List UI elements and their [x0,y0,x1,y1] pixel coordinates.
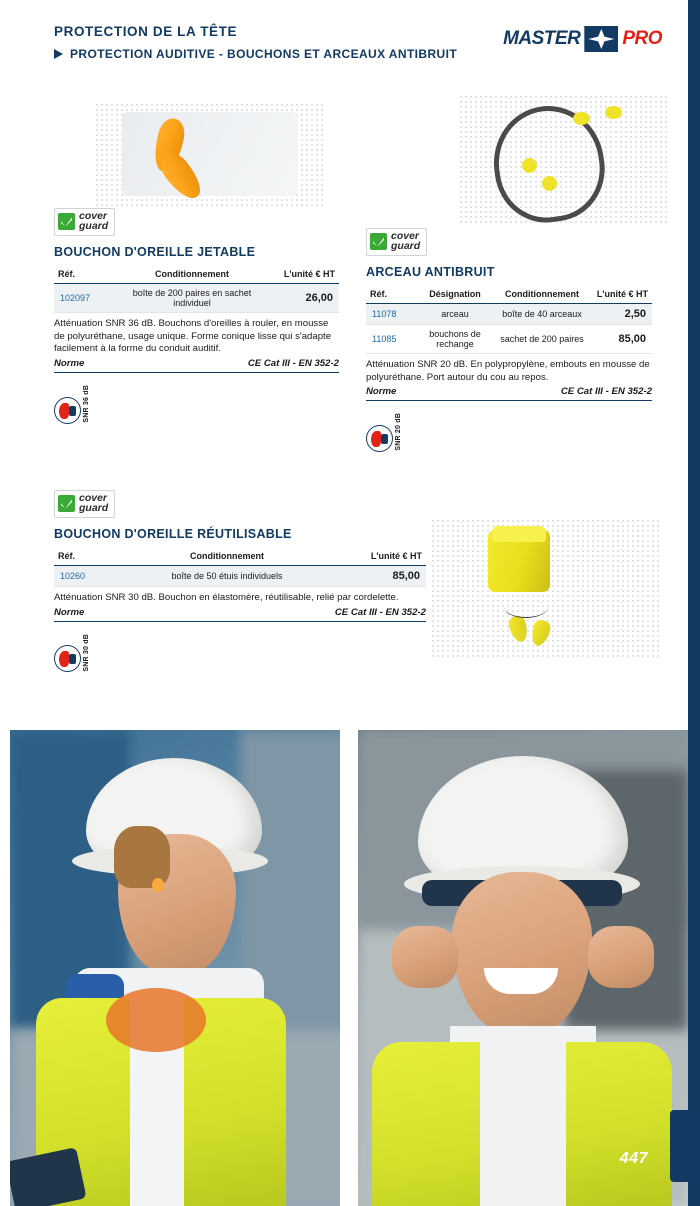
norme-value: CE Cat III - EN 352-2 [560,386,652,398]
cell-conditionnement: sachet de 200 paires [496,324,588,353]
cell-ref: 11078 [366,303,414,324]
page-number: 447 [619,1150,648,1167]
col-ref: Réf. [54,266,112,284]
star-icon [584,26,618,52]
coverguard-line2: guard [79,501,109,514]
page-edge-strip [688,0,700,1206]
pictogram-label: SNR 30 dB [83,633,90,672]
product-bouchon-jetable [54,208,339,424]
check-icon [370,233,387,250]
strap [106,988,206,1052]
col-ref: Réf. [366,286,414,304]
table-row[interactable] [54,283,339,312]
earplug-in-ear [152,878,164,892]
coverguard-text [79,212,108,232]
cell-price: 85,00 [342,565,426,586]
pictogram-group [366,413,652,452]
coverguard-logo [54,490,115,518]
norme-row [54,607,426,622]
triangle-bullet-icon [54,49,63,59]
coverguard-line2: guard [391,239,421,252]
product-title: BOUCHON D'OREILLE RÉUTILISABLE [54,526,292,541]
norme-label: Norme [54,606,85,618]
col-price: L'unité € HT [272,266,339,284]
product-arceau-antibruit [366,228,652,452]
logo-pro-text: PRO [622,28,662,49]
product-image-bouchon-jetable [96,98,326,213]
spare-plug-2 [542,176,557,191]
ear-protection-icon [54,397,81,424]
cell-conditionnement: boîte de 50 étuis individuels [112,565,342,586]
table-header-row [54,266,339,284]
ear-shape [371,431,381,447]
coverguard-logo [54,208,115,236]
vest-opening [480,1042,566,1206]
plug-shape [69,406,76,416]
product-table [54,266,339,313]
case-lid [492,526,546,542]
cell-price: 26,00 [272,283,339,312]
col-conditionnement: Conditionnement [112,266,272,284]
cell-conditionnement: boîte de 200 paires en sachet individuel [112,283,272,312]
ear-shape [59,651,69,667]
pictogram-group [54,385,339,424]
cell-ref: 102097 [54,283,112,312]
coverguard-text [79,494,108,514]
coverguard-line1: cover [79,492,108,504]
table-row[interactable] [54,565,426,586]
page-subtitle: PROTECTION AUDITIVE - BOUCHONS ET ARCEAUX ANTIBRUIT [70,47,458,61]
product-image-arceau [460,96,670,226]
plug-shape [381,434,388,444]
cell-ref: 11085 [366,324,414,353]
product-table [54,548,426,587]
product-table [366,286,652,354]
worker-face [452,872,592,1034]
col-conditionnement: Conditionnement [496,286,588,304]
table-header-row [366,286,652,304]
col-ref: Réf. [54,548,112,566]
product-description: Atténuation SNR 30 dB. Bouchon en élastomère, réutilisable, relié par cordelette. [54,591,399,603]
product-title: ARCEAU ANTIBRUIT [366,264,495,279]
table-header-row [54,548,426,566]
check-icon [58,495,75,512]
coverguard-logo [366,228,427,256]
coverguard-text [391,232,420,252]
spare-plug-1 [522,158,537,173]
col-designation: Désignation [414,286,496,304]
lifestyle-photo-left [10,730,340,1206]
logo-master-text: MASTER [503,28,581,49]
cord-shape [504,596,548,618]
product-image-reutilisable [432,520,662,660]
col-price: L'unité € HT [588,286,652,304]
coverguard-line1: cover [391,230,420,242]
ear-shape [59,403,69,419]
norme-value: CE Cat III - EN 352-2 [247,357,339,369]
norme-value: CE Cat III - EN 352-2 [334,606,426,618]
product-description: Atténuation SNR 20 dB. En polypropylène, embouts en mousse de polyuréthane. Port autour du cou au repos. [366,358,650,383]
headband-tip-left [573,112,590,125]
page-title: PROTECTION DE LA TÊTE [54,24,238,39]
lifestyle-photo-right [358,730,688,1206]
col-price: L'unité € HT [342,548,426,566]
cell-conditionnement: boîte de 40 arceaux [496,303,588,324]
pictogram-group [54,634,426,673]
headband-tip-right [605,106,622,119]
norme-row [54,358,339,373]
norme-label: Norme [54,357,85,369]
pictogram-label: SNR 20 dB [395,413,402,451]
product-title: BOUCHON D'OREILLE JETABLE [54,244,256,259]
hand-left [392,926,458,988]
product-bouchon-reutilisable [54,490,426,672]
table-row[interactable] [366,324,652,353]
ear-protection-icon [54,645,81,672]
cell-price: 2,50 [588,303,652,324]
cell-ref: 10260 [54,565,112,586]
plug-shape [69,654,76,664]
norme-label: Norme [366,386,397,398]
section-tab[interactable] [670,1110,700,1182]
product-description: Atténuation SNR 36 dB. Bouchons d'oreilles à rouler, en mousse de polyuréthane, usage unique. Forme conique lisse qui s'adapte facilement à la forme du conduit auditif. [54,317,332,355]
check-icon [58,213,75,230]
coverguard-line2: guard [79,219,109,232]
photo-backdrop [122,112,298,196]
cell-designation: bouchons de rechange [414,324,496,353]
cell-price: 85,00 [588,324,652,353]
norme-row [366,386,652,401]
hand-right [588,926,654,988]
col-conditionnement: Conditionnement [112,548,342,566]
coverguard-line1: cover [79,210,108,222]
table-row[interactable] [366,303,652,324]
cell-designation: arceau [414,303,496,324]
pictogram-label: SNR 36 dB [83,384,90,423]
ear-protection-icon [366,425,393,452]
masterpro-logo [503,26,662,52]
